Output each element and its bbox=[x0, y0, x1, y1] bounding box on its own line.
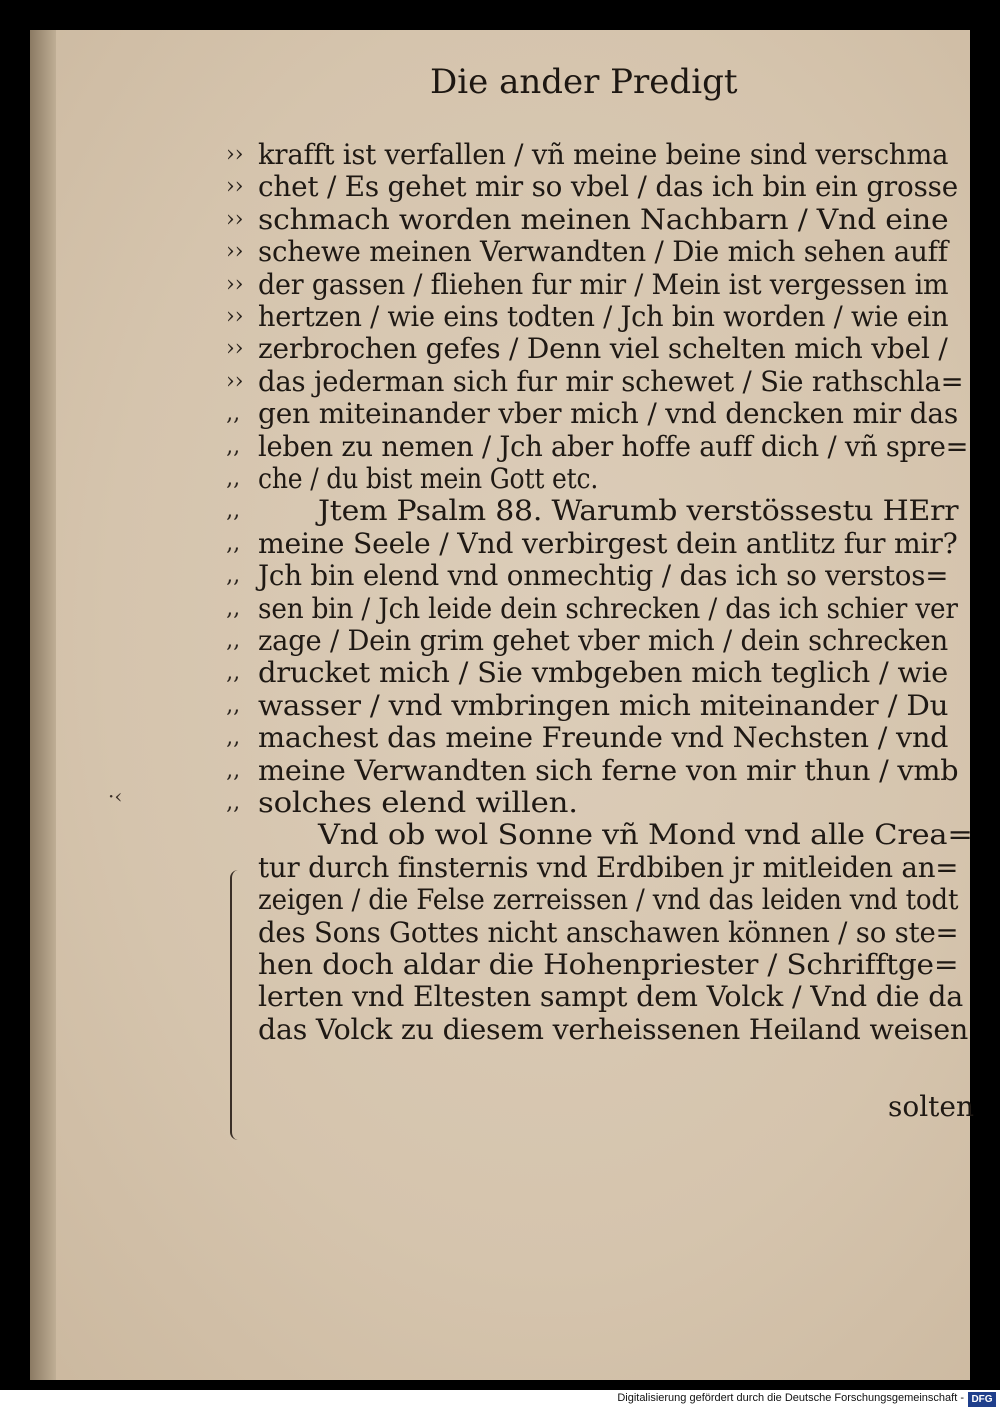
quote-mark: ‚‚ bbox=[226, 466, 240, 491]
text-line: zeigen / die Felse zerreissen / vnd das leiden vnd todt bbox=[258, 883, 959, 917]
quote-mark: ‚‚ bbox=[226, 628, 240, 653]
text-line: gen miteinander vber mich / vnd dencken mir das bbox=[258, 397, 959, 431]
footer-bar bbox=[0, 1390, 1000, 1411]
text-line: Jch bin elend vnd onmechtig / das ich so verstos= bbox=[258, 559, 949, 593]
text-line: hertzen / wie eins todten / Jch bin worden / wie ein bbox=[258, 300, 949, 333]
text-line: Jtem Psalm 88. Warumb verstössestu HErr bbox=[318, 494, 959, 528]
quote-mark: ‚‚ bbox=[226, 660, 240, 686]
text-line: das Volck zu diesem verheissenen Heiland weisen bbox=[258, 1012, 969, 1046]
text-line: machest das meine Freunde vnd Nechsten / vnd bbox=[258, 721, 949, 755]
footer-credit: Digitalisierung gefördert durch die Deutsche Forschungsgemeinschaft - bbox=[617, 1392, 964, 1404]
text-line: das jederman sich fur mir schewet / Sie rathschla= bbox=[258, 364, 964, 398]
quote-mark: ›› bbox=[226, 206, 244, 232]
text-line: des Sons Gottes nicht anschawen können / so ste= bbox=[258, 915, 959, 949]
margin-bracket bbox=[230, 870, 246, 1140]
text-line: zerbrochen gefes / Denn viel schelten mich vbel / bbox=[258, 332, 948, 366]
text-line: meine Verwandten sich ferne von mir thun / vmb bbox=[258, 753, 959, 787]
running-header: Die ander Predigt bbox=[430, 62, 738, 102]
quote-mark: ‚‚ bbox=[226, 498, 240, 524]
text-line: che / du bist mein Gott etc. bbox=[258, 462, 599, 495]
catchword: solten bbox=[888, 1090, 975, 1123]
text-line: meine Seele / Vnd verbirgest dein antlitz fur mir? bbox=[258, 526, 958, 560]
text-line: lerten vnd Eltesten sampt dem Volck / Vnd die da bbox=[258, 980, 964, 1014]
quote-mark: ›› bbox=[226, 336, 244, 362]
quote-mark: ›› bbox=[226, 368, 244, 394]
text-line: schmach worden meinen Nachbarn / Vnd eine bbox=[258, 202, 949, 236]
text-line: hen doch aldar die Hohenpriester / Schrifftge= bbox=[258, 948, 959, 981]
quote-mark: ‚‚ bbox=[226, 757, 240, 783]
text-line: leben zu nemen / Jch aber hoffe auff dich / vñ spre= bbox=[258, 429, 969, 463]
text-line: wasser / vnd vmbringen mich miteinander / Du bbox=[258, 688, 949, 722]
text-line: sen bin / Jch leide dein schrecken / das ich schier ver bbox=[258, 591, 958, 625]
quote-mark: ‚‚ bbox=[226, 563, 240, 589]
dfg-logo: DFG bbox=[968, 1392, 996, 1407]
quote-mark: ›› bbox=[226, 304, 244, 329]
quote-mark: ›› bbox=[226, 142, 244, 167]
text-line: solches elend willen. bbox=[258, 786, 578, 819]
quote-mark: ›› bbox=[226, 271, 244, 297]
book-spine-shadow bbox=[30, 30, 56, 1380]
quote-mark: ‚‚ bbox=[226, 692, 240, 718]
text-line: drucket mich / Sie vmbgeben mich teglich / wie bbox=[258, 656, 949, 690]
text-line: schewe meinen Verwandten / Die mich sehen auff bbox=[258, 235, 948, 269]
text-line: krafft ist verfallen / vñ meine beine sind verschma bbox=[258, 138, 949, 171]
text-line: Vnd ob wol Sonne vñ Mond vnd alle Crea= bbox=[318, 818, 973, 852]
quote-mark: ‚‚ bbox=[226, 595, 240, 621]
quote-mark: ‚‚ bbox=[226, 401, 240, 427]
margin-mark: ·‹ bbox=[108, 784, 123, 808]
quote-mark: ‚‚ bbox=[226, 530, 240, 556]
quote-mark: ‚‚ bbox=[226, 725, 240, 751]
quote-mark: ›› bbox=[226, 174, 244, 200]
text-line: tur durch finsternis vnd Erdbiben jr mitleiden an= bbox=[258, 850, 959, 884]
quote-mark: ‚‚ bbox=[226, 790, 240, 815]
quote-mark: ‚‚ bbox=[226, 433, 240, 459]
text-line: chet / Es gehet mir so vbel / das ich bin ein grosse bbox=[258, 170, 958, 204]
text-line: zage / Dein grim gehet vber mich / dein schrecken bbox=[258, 624, 948, 657]
quote-mark: ›› bbox=[226, 239, 244, 265]
text-line: der gassen / fliehen fur mir / Mein ist vergessen im bbox=[258, 267, 949, 301]
